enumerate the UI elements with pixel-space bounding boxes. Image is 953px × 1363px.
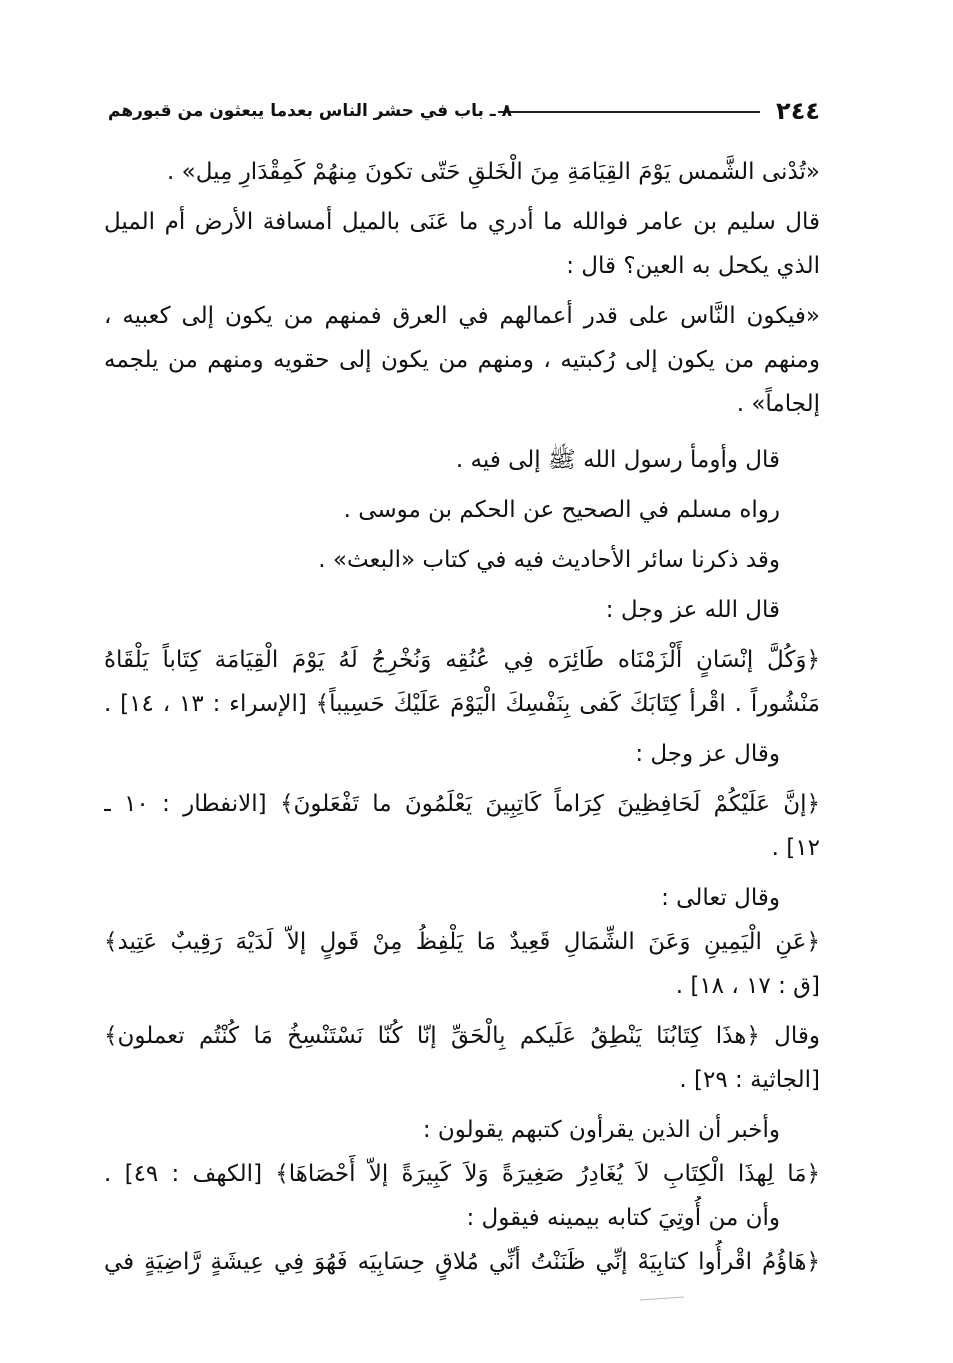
text-line: وأخبر أن الذين يقرأون كتبهم يقولون : [422, 1117, 780, 1143]
quran-verse-line: ﴿وَكُلَّ إنْسَانٍ أَلْزَمْنَاه طَائِرَه فِي عُنُقِه وَنُخْرِجُ لَهُ يَوْمَ الْقِيَامَة كِتَاباً يَلْقَاهُ [104, 647, 820, 673]
text-line: وقال عز وجل : [635, 741, 780, 767]
text-line: «تُدْنى الشَّمس يَوْمَ القِيَامَةِ مِنَ الْخَلقِ حَتّى تكونَ مِنهُمْ كَمِقْدَارِ مِيل» . [167, 159, 820, 185]
verse-reference: [ق : ١٧ ، ١٨] . [675, 973, 820, 999]
chapter-title: ٨ ـ باب في حشر الناس بعدما يبعثون من قبورهم [108, 101, 512, 121]
verse-reference: ١٢] . [771, 835, 820, 861]
text-line: قال وأومأ رسول الله ﷺ إلى فيه . [455, 447, 780, 473]
text-line: وقد ذكرنا سائر الأحاديث فيه في كتاب «البعث» . [318, 547, 780, 573]
quran-verse-line: ﴿مَا لِهذَا الْكِتَابِ لاَ يُغَادِرُ صَغِيرَةً وَلاَ كَبِيرَةً إلاّ أَحْصَاهَا﴾ [الكهف : ٤٩] . [104, 1161, 820, 1187]
text-line: ومنهم من يكون إلى رُكبتيه ، ومنهم من يكون إلى حقويه ومنهم من يلجمه [104, 347, 820, 373]
verse-reference: [الجاثية : ٢٩] . [679, 1067, 820, 1093]
running-header [108, 96, 820, 126]
quran-verse-line: ﴿إنَّ عَلَيْكُمْ لَحَافِظِينَ كِرَاماً كَاتِبِينَ يَعْلَمُونَ ما تَفْعَلونَ﴾ [الانفطار : ١٠ ـ [104, 791, 820, 817]
text-line: إلجاماً» . [736, 391, 820, 417]
body-text [104, 150, 820, 1284]
quran-verse-line: مَنْشُوراً . اقْرأ كِتَابَكَ كَفى بِنَفْسِكَ الْيَوْمَ عَلَيْكَ حَسِيباً﴾ [الإسراء : ١٣ ، ١٤] . [104, 691, 820, 717]
quran-verse-line: ﴿هَاؤُمُ اقْرأُوا كتابِيَهْ إنِّي ظَنَنْتُ أنِّي مُلاقٍ حِسَابِيَه فَهُوَ فِي عِيشَةٍ رَّاضِيَةٍ في [104, 1249, 820, 1275]
scan-smudge [640, 1296, 684, 1300]
text-line: الذي يكحل به العين؟ قال : [566, 253, 820, 279]
text-line: «فيكون النَّاس على قدر أعمالهم في العرق فمنهم من يكون إلى كعبيه ، [104, 303, 820, 329]
quran-verse-line: وقال ﴿هذَا كِتَابُنَا يَنْطِقُ عَلَيكم بِالْحَقِّ إنّا كُنّا نَسْتَنْسِخُ مَا كُنْتُم تعملون﴾ [104, 1023, 820, 1049]
header-rule [498, 111, 760, 113]
page-number: ٢٤٤ [776, 97, 820, 125]
text-line: قال سليم بن عامر فوالله ما أدري ما عَنَى بالميل أمسافة الأرض أم الميل [104, 209, 820, 235]
text-line: وأن من أُوتِيَ كتابه بيمينه فيقول : [466, 1205, 780, 1231]
text-line: قال الله عز وجل : [605, 597, 780, 623]
text-line: وقال تعالى : [661, 885, 780, 911]
text-line: رواه مسلم في الصحيح عن الحكم بن موسى . [343, 497, 780, 523]
quran-verse-line: ﴿عَنِ الْيَمِينِ وَعَنَ الشِّمَالِ قَعِيدٌ مَا يَلْفِظُ مِنْ قَولٍ إلاّ لَدَيْهَ رَقِيبٌ عَتِيد﴾ [104, 929, 820, 955]
